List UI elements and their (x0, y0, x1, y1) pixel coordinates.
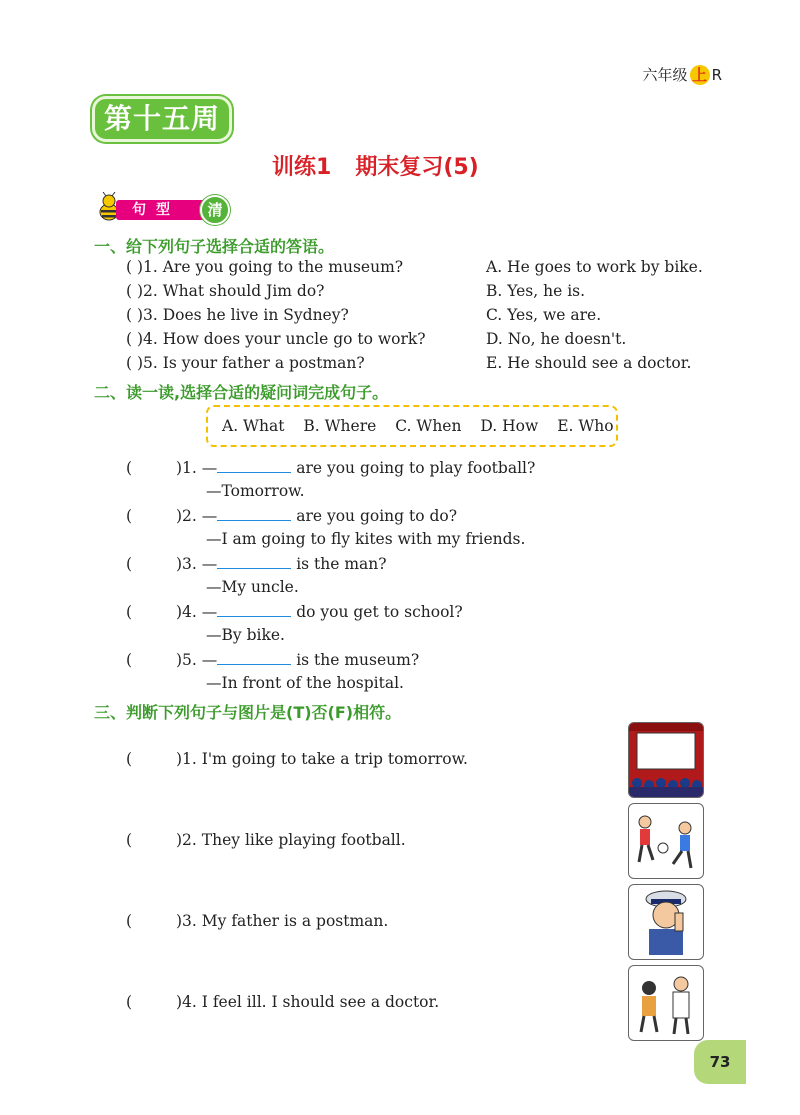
kids-football-picture (628, 803, 704, 879)
answer-paren[interactable]: ( (126, 831, 133, 849)
question-word-options (206, 405, 618, 447)
s1-answer-c: C. Yes, we are. (486, 306, 602, 324)
s2-reply-1: —Tomorrow. (206, 482, 305, 500)
s1-answer-d: D. No, he doesn't. (486, 330, 627, 348)
section1-title: 一、给下列句子选择合适的答语。 (94, 237, 335, 256)
s1-answer-b: B. Yes, he is. (486, 282, 586, 300)
section2-title: 二、读一读,选择合适的疑问词完成句子。 (94, 383, 389, 402)
s2-item-4: ( )4. — do you get to school? (126, 603, 463, 621)
policeman-picture (628, 884, 704, 960)
s2-reply-2: —I am going to fly kites with my friends. (206, 530, 526, 548)
answer-paren[interactable]: ( (126, 507, 133, 525)
doctor-patient-picture (628, 965, 704, 1041)
s3-item-2: ( )2. They like playing football. (126, 831, 406, 849)
s2-reply-5: —In front of the hospital. (206, 674, 404, 692)
answer-paren[interactable]: ( (126, 459, 133, 477)
fill-blank[interactable] (217, 506, 291, 521)
s1-question-5: ( )5. Is your father a postman? (126, 354, 365, 372)
answer-paren[interactable]: ( (126, 555, 133, 573)
s2-item-5: ( )5. — is the museum? (126, 651, 420, 669)
answer-paren[interactable]: ( (126, 651, 133, 669)
s2-item-3: ( )3. — is the man? (126, 555, 387, 573)
s2-reply-3: —My uncle. (206, 578, 299, 596)
s3-item-4: ( )4. I feel ill. I should see a doctor. (126, 993, 440, 1011)
answer-paren[interactable]: ( (126, 912, 133, 930)
page-number: 73 (694, 1040, 746, 1084)
s3-item-3: ( )3. My father is a postman. (126, 912, 389, 930)
term-badge: 上 (690, 65, 710, 85)
grade-prefix: 六年级 (642, 66, 688, 84)
s1-question-4: ( )4. How does your uncle go to work? (126, 330, 426, 348)
option-how: D. How (480, 417, 539, 435)
lesson-topic: 期末复习(5) (355, 155, 479, 180)
s3-item-1: ( )1. I'm going to take a trip tomorrow. (126, 750, 468, 768)
s2-reply-4: —By bike. (206, 626, 285, 644)
section3-title: 三、判断下列句子与图片是(T)否(F)相符。 (94, 703, 402, 722)
option-where: B. Where (303, 417, 377, 435)
week-banner: 第十五周 (92, 96, 232, 142)
fill-blank[interactable] (217, 554, 291, 569)
cinema-screen-picture (628, 722, 704, 798)
s1-question-3: ( )3. Does he live in Sydney? (126, 306, 349, 324)
option-when: C. When (395, 417, 462, 435)
fill-blank[interactable] (217, 458, 291, 473)
fill-blank[interactable] (217, 650, 291, 665)
s1-answer-a: A. He goes to work by bike. (486, 258, 703, 276)
s2-item-2: ( )2. — are you going to do? (126, 507, 458, 525)
lesson-label: 训练1 (272, 155, 332, 180)
s2-item-1: ( )1. — are you going to play football? (126, 459, 536, 477)
grade-label (643, 64, 722, 85)
answer-paren[interactable]: ( (126, 993, 133, 1011)
answer-paren[interactable]: ( (126, 603, 133, 621)
lesson-title (272, 150, 479, 181)
s1-answer-e: E. He should see a doctor. (486, 354, 692, 372)
s1-question-1: ( )1. Are you going to the museum? (126, 258, 404, 276)
fill-blank[interactable] (217, 602, 291, 617)
s1-question-2: ( )2. What should Jim do? (126, 282, 325, 300)
badge-label: 句型 (116, 200, 220, 220)
option-who: E. Who (557, 417, 614, 435)
badge-circle: 清 (200, 195, 230, 225)
edition-label: R (711, 66, 722, 84)
option-what: A. What (222, 417, 285, 435)
answer-paren[interactable]: ( (126, 750, 133, 768)
